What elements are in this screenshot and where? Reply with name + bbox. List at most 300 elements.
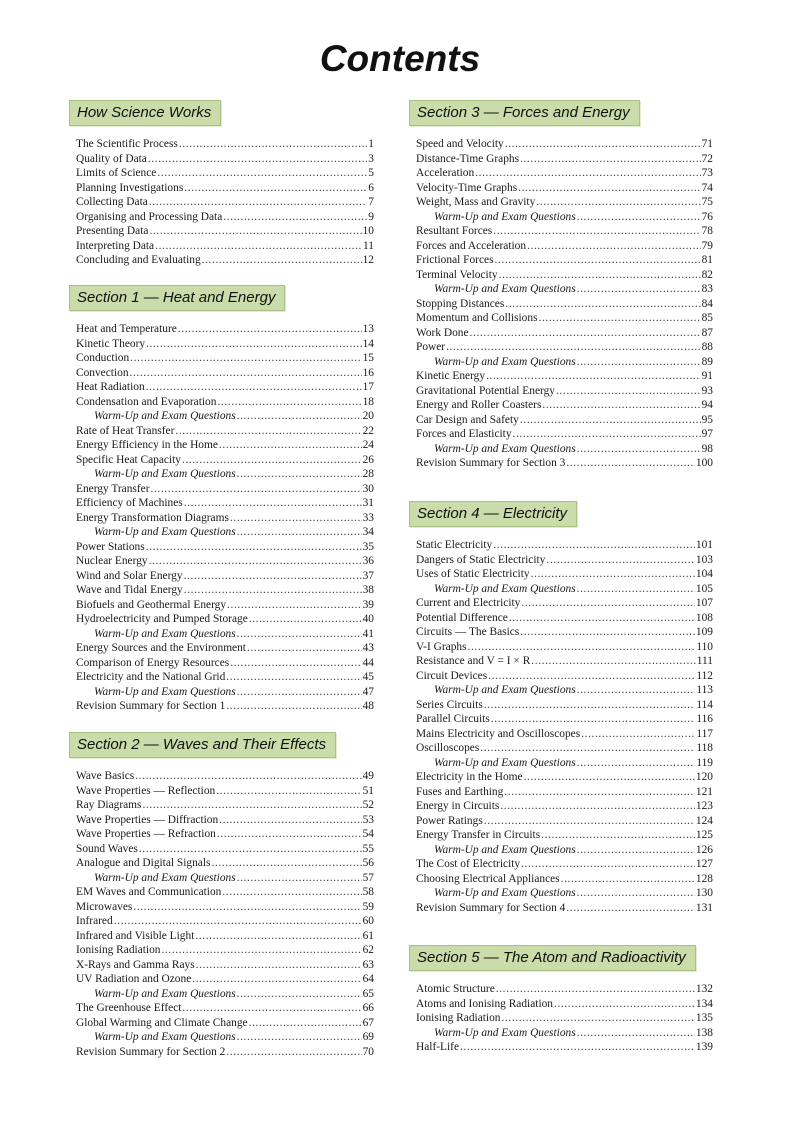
entry-page-number: 111 xyxy=(696,655,713,667)
toc-entry xyxy=(76,210,374,225)
dot-leader xyxy=(151,482,362,497)
toc-entry xyxy=(416,384,713,399)
entry-title: The Greenhouse Effect xyxy=(76,1002,182,1014)
dot-leader xyxy=(520,152,701,167)
dot-leader xyxy=(495,253,701,268)
toc-entry xyxy=(76,699,374,714)
entry-title: Energy Sources and the Environment xyxy=(76,642,246,654)
dot-leader xyxy=(577,582,695,597)
toc-entry xyxy=(76,137,374,152)
entry-title: Energy Transformation Diagrams xyxy=(76,511,229,524)
entry-title: Weight, Mass and Gravity xyxy=(416,196,536,208)
toc-list xyxy=(76,769,374,1059)
entry-page-number: 76 xyxy=(701,210,713,223)
dot-leader xyxy=(230,656,361,671)
entry-page-number: 6 xyxy=(368,181,374,194)
toc-entry-warmup xyxy=(416,1026,713,1041)
section-heading: Section 3 — Forces and Energy xyxy=(409,100,640,126)
dot-leader xyxy=(480,741,695,756)
entry-page-number: 62 xyxy=(362,944,374,956)
entry-page-number: 38 xyxy=(362,584,374,596)
dot-leader xyxy=(237,871,362,886)
entry-title: Wave Basics xyxy=(76,770,135,782)
entry-title: Terminal Velocity xyxy=(416,268,498,281)
entry-page-number: 3 xyxy=(368,152,374,165)
entry-page-number: 5 xyxy=(368,167,374,179)
toc-entry xyxy=(416,596,713,611)
entry-title: Planning Investigations xyxy=(76,181,184,194)
dot-leader xyxy=(196,958,362,973)
entry-title: Microwaves xyxy=(76,900,133,913)
dot-leader xyxy=(505,297,700,312)
entry-title: Quality of Data xyxy=(76,152,147,165)
entry-page-number: 105 xyxy=(695,582,713,595)
dot-leader xyxy=(505,137,701,152)
section-1-heat-and-energy xyxy=(76,285,374,714)
dot-leader xyxy=(149,224,361,239)
entry-page-number: 128 xyxy=(695,872,713,885)
section-heading: Section 4 — Electricity xyxy=(409,501,577,527)
entry-page-number: 119 xyxy=(696,756,713,769)
dot-leader xyxy=(146,540,362,555)
toc-entry xyxy=(76,958,374,973)
toc-entry-warmup xyxy=(416,442,713,457)
entry-title: Ray Diagrams xyxy=(76,799,142,811)
entry-page-number: 26 xyxy=(362,453,374,466)
toc-entry xyxy=(416,712,713,727)
dot-leader xyxy=(531,567,695,582)
dot-leader xyxy=(484,814,695,829)
dot-leader xyxy=(577,756,696,771)
dot-leader xyxy=(175,424,361,439)
toc-entry xyxy=(416,369,713,384)
entry-page-number: 118 xyxy=(696,742,713,754)
dot-leader xyxy=(541,828,695,843)
toc-entry xyxy=(76,798,374,813)
entry-page-number: 60 xyxy=(362,915,374,927)
dot-leader xyxy=(577,210,701,225)
entry-page-number: 84 xyxy=(701,297,713,310)
entry-page-number: 125 xyxy=(695,829,713,841)
toc-list xyxy=(76,137,374,268)
toc-entry xyxy=(416,901,713,916)
entry-page-number: 85 xyxy=(701,312,713,324)
entry-title: Biofuels and Geothermal Energy xyxy=(76,598,227,611)
entry-page-number: 100 xyxy=(695,457,713,469)
entry-title: The Scientific Process xyxy=(76,138,178,150)
section-heading: How Science Works xyxy=(69,100,221,126)
entry-title: Acceleration xyxy=(416,167,475,179)
entry-page-number: 37 xyxy=(362,569,374,582)
page-title: Contents xyxy=(319,38,481,79)
entry-title: Warm-Up and Exam Questions xyxy=(434,1026,576,1039)
toc-entry xyxy=(76,540,374,555)
entry-title: Interpreting Data xyxy=(76,239,155,252)
entry-title: Circuits — The Basics xyxy=(416,626,520,638)
dot-leader xyxy=(581,727,695,742)
entry-page-number: 13 xyxy=(362,323,374,335)
entry-page-number: 16 xyxy=(362,366,374,379)
dot-leader xyxy=(536,195,700,210)
entry-page-number: 114 xyxy=(696,698,713,711)
dot-leader xyxy=(446,340,701,355)
dot-leader xyxy=(219,438,362,453)
dot-leader xyxy=(539,311,701,326)
entry-title: Condensation and Evaporation xyxy=(76,395,217,408)
entry-page-number: 121 xyxy=(695,785,713,798)
dot-leader xyxy=(577,683,696,698)
toc-entry xyxy=(416,297,713,312)
entry-title: Mains Electricity and Oscilloscopes xyxy=(416,727,581,740)
entry-page-number: 138 xyxy=(695,1026,713,1039)
toc-entry xyxy=(416,538,713,553)
entry-title: Static Electricity xyxy=(416,539,493,551)
entry-title: Specific Heat Capacity xyxy=(76,453,182,466)
entry-page-number: 91 xyxy=(701,370,713,382)
entry-title: Energy Efficiency in the Home xyxy=(76,439,218,451)
toc-entry xyxy=(76,769,374,784)
entry-page-number: 55 xyxy=(362,842,374,855)
entry-title: Infrared and Visible Light xyxy=(76,929,195,942)
dot-leader xyxy=(216,784,361,799)
entry-title: Momentum and Collisions xyxy=(416,312,538,324)
entry-title: Current and Electricity xyxy=(416,597,521,609)
toc-entry xyxy=(416,340,713,355)
entry-title: Forces and Acceleration xyxy=(416,239,527,252)
dot-leader xyxy=(521,857,695,872)
dot-leader xyxy=(493,538,695,553)
entry-title: Rate of Heat Transfer xyxy=(76,424,175,437)
dot-leader xyxy=(556,384,701,399)
entry-title: UV Radiation and Ozone xyxy=(76,973,192,985)
toc-entry xyxy=(416,872,713,887)
dot-leader xyxy=(114,914,362,929)
toc-entry-warmup xyxy=(416,282,713,297)
entry-title: Warm-Up and Exam Questions xyxy=(434,355,576,368)
entry-title: Ionising Radiation xyxy=(76,944,161,956)
entry-title: Energy Transfer xyxy=(76,482,150,495)
entry-title: Analogue and Digital Signals xyxy=(76,857,211,869)
toc-entry xyxy=(416,1011,713,1026)
entry-page-number: 61 xyxy=(362,929,374,942)
entry-page-number: 127 xyxy=(695,858,713,870)
toc-entry xyxy=(76,842,374,857)
dot-leader xyxy=(217,395,361,410)
dot-leader xyxy=(226,699,361,714)
entry-title: Warm-Up and Exam Questions xyxy=(94,1031,236,1043)
dot-leader xyxy=(470,326,701,341)
toc-entry xyxy=(76,856,374,871)
entry-page-number: 134 xyxy=(695,997,713,1010)
entry-page-number: 34 xyxy=(362,526,374,538)
dot-leader xyxy=(468,640,696,655)
dot-leader xyxy=(577,355,701,370)
entry-page-number: 18 xyxy=(362,395,374,408)
entry-title: Forces and Elasticity xyxy=(416,428,512,440)
entry-page-number: 112 xyxy=(696,669,713,682)
toc-entry xyxy=(76,166,374,181)
toc-entry-warmup xyxy=(76,525,374,540)
entry-title: Warm-Up and Exam Questions xyxy=(434,843,576,856)
entry-title: Wave Properties — Reflection xyxy=(76,784,216,797)
toc-entry xyxy=(76,813,374,828)
section-how-science-works xyxy=(76,100,374,268)
dot-leader xyxy=(230,511,362,526)
entry-page-number: 30 xyxy=(362,482,374,495)
toc-entry xyxy=(76,827,374,842)
entry-page-number: 28 xyxy=(362,468,374,480)
toc-entry xyxy=(76,253,374,268)
entry-title: Convection xyxy=(76,366,129,379)
entry-title: Electricity in the Home xyxy=(416,771,523,783)
entry-title: Warm-Up and Exam Questions xyxy=(434,887,576,899)
dot-leader xyxy=(149,554,362,569)
dot-leader xyxy=(211,856,361,871)
entry-title: Warm-Up and Exam Questions xyxy=(94,526,236,538)
toc-entry xyxy=(416,799,713,814)
entry-page-number: 116 xyxy=(696,713,713,725)
toc-entry xyxy=(416,166,713,181)
entry-title: Energy and Roller Coasters xyxy=(416,399,542,411)
dot-leader xyxy=(249,612,362,627)
dot-leader xyxy=(149,195,367,210)
entry-title: Warm-Up and Exam Questions xyxy=(94,468,236,480)
toc-entry-warmup xyxy=(416,843,713,858)
entry-title: Warm-Up and Exam Questions xyxy=(94,871,236,884)
dot-leader xyxy=(227,598,362,613)
toc-entry xyxy=(76,511,374,526)
dot-leader xyxy=(513,427,701,442)
entry-title: Infrared xyxy=(76,915,113,927)
entry-page-number: 87 xyxy=(701,326,713,339)
dot-leader xyxy=(542,398,700,413)
entry-page-number: 57 xyxy=(362,871,374,884)
dot-leader xyxy=(561,872,695,887)
dot-leader xyxy=(155,239,362,254)
entry-title: Choosing Electrical Appliances xyxy=(416,872,560,885)
entry-title: Revision Summary for Section 2 xyxy=(76,1045,226,1058)
dot-leader xyxy=(237,525,362,540)
dot-leader xyxy=(546,553,695,568)
dot-leader xyxy=(577,1026,695,1041)
entry-title: Warm-Up and Exam Questions xyxy=(434,210,576,223)
toc-entry xyxy=(416,669,713,684)
entry-title: Warm-Up and Exam Questions xyxy=(434,442,576,455)
dot-leader xyxy=(499,268,701,283)
dot-leader xyxy=(139,842,362,857)
entry-page-number: 132 xyxy=(695,983,713,995)
entry-title: Wave Properties — Refraction xyxy=(76,828,216,840)
toc-list xyxy=(416,538,713,915)
dot-leader xyxy=(184,569,362,584)
dot-leader xyxy=(566,456,695,471)
entry-page-number: 107 xyxy=(695,597,713,609)
dot-leader xyxy=(527,239,701,254)
entry-page-number: 12 xyxy=(362,254,374,266)
entry-title: Organising and Processing Data xyxy=(76,210,223,223)
dot-leader xyxy=(179,137,367,152)
entry-page-number: 139 xyxy=(695,1041,713,1053)
dot-leader xyxy=(184,496,362,511)
dot-leader xyxy=(182,1001,361,1016)
entry-page-number: 101 xyxy=(695,539,713,551)
entry-page-number: 78 xyxy=(701,225,713,237)
toc-entry xyxy=(76,482,374,497)
entry-page-number: 70 xyxy=(362,1045,374,1058)
entry-title: Atoms and Ionising Radiation xyxy=(416,997,553,1010)
entry-page-number: 66 xyxy=(362,1002,374,1014)
entry-page-number: 95 xyxy=(701,413,713,426)
toc-entry xyxy=(76,152,374,167)
entry-title: X-Rays and Gamma Rays xyxy=(76,958,195,971)
entry-page-number: 44 xyxy=(362,656,374,669)
entry-page-number: 72 xyxy=(701,152,713,165)
dot-leader xyxy=(496,982,695,997)
dot-leader xyxy=(488,669,695,684)
entry-title: Heat and Temperature xyxy=(76,323,177,335)
entry-title: Distance-Time Graphs xyxy=(416,152,520,165)
entry-title: Work Done xyxy=(416,326,469,339)
toc-entry-warmup xyxy=(76,685,374,700)
toc-entry xyxy=(416,857,713,872)
toc-entry-warmup xyxy=(416,355,713,370)
entry-page-number: 69 xyxy=(362,1031,374,1043)
entry-page-number: 40 xyxy=(362,613,374,625)
dot-leader xyxy=(202,253,362,268)
entry-page-number: 49 xyxy=(362,770,374,782)
entry-page-number: 11 xyxy=(363,239,374,252)
entry-page-number: 36 xyxy=(362,555,374,567)
toc-entry xyxy=(76,670,374,685)
entry-page-number: 113 xyxy=(696,684,713,696)
entry-page-number: 24 xyxy=(362,439,374,451)
entry-title: Kinetic Theory xyxy=(76,337,146,350)
toc-entry xyxy=(416,785,713,800)
toc-entry-warmup xyxy=(76,409,374,424)
entry-page-number: 17 xyxy=(362,381,374,393)
dot-leader xyxy=(524,770,695,785)
dot-leader xyxy=(577,282,701,297)
toc-entry xyxy=(76,453,374,468)
dot-leader xyxy=(493,224,700,239)
dot-leader xyxy=(237,467,362,482)
entry-page-number: 54 xyxy=(362,828,374,840)
entry-page-number: 83 xyxy=(701,283,713,295)
entry-page-number: 9 xyxy=(368,210,374,223)
toc-entry xyxy=(76,943,374,958)
entry-page-number: 123 xyxy=(695,800,713,812)
toc-entry xyxy=(76,583,374,598)
entry-page-number: 89 xyxy=(701,355,713,368)
entry-title: Warm-Up and Exam Questions xyxy=(94,685,236,698)
toc-entry xyxy=(416,268,713,283)
entry-title: Dangers of Static Electricity xyxy=(416,553,546,566)
dot-leader xyxy=(148,152,367,167)
dot-leader xyxy=(566,901,695,916)
toc-entry xyxy=(76,914,374,929)
toc-entry xyxy=(76,181,374,196)
entry-title: Speed and Velocity xyxy=(416,138,504,150)
entry-page-number: 88 xyxy=(701,341,713,353)
entry-page-number: 124 xyxy=(695,814,713,827)
dot-leader xyxy=(161,943,361,958)
entry-page-number: 79 xyxy=(701,239,713,252)
toc-entry xyxy=(416,456,713,471)
dot-leader xyxy=(146,380,362,395)
toc-entry-warmup xyxy=(76,987,374,1002)
toc-entry xyxy=(76,239,374,254)
entry-title: Atomic Structure xyxy=(416,983,495,995)
dot-leader xyxy=(484,698,696,713)
entry-title: Electricity and the National Grid xyxy=(76,671,226,683)
dot-leader xyxy=(237,1030,362,1045)
dot-leader xyxy=(135,769,361,784)
toc-entry xyxy=(416,224,713,239)
section-2-waves-and-their-effects xyxy=(76,732,374,1059)
toc-entry-warmup xyxy=(76,627,374,642)
entry-page-number: 10 xyxy=(362,225,374,237)
entry-title: Warm-Up and Exam Questions xyxy=(434,582,576,595)
toc-entry-warmup xyxy=(416,886,713,901)
entry-title: Global Warming and Climate Change xyxy=(76,1016,248,1029)
entry-page-number: 75 xyxy=(701,196,713,208)
entry-title: Warm-Up and Exam Questions xyxy=(94,987,236,1000)
entry-page-number: 97 xyxy=(701,428,713,440)
dot-leader xyxy=(531,654,695,669)
entry-page-number: 104 xyxy=(695,568,713,580)
toc-entry xyxy=(76,554,374,569)
toc-entry-warmup xyxy=(416,756,713,771)
dot-leader xyxy=(577,843,695,858)
toc-entry xyxy=(76,337,374,352)
entry-page-number: 15 xyxy=(362,352,374,364)
dot-leader xyxy=(157,166,367,181)
toc-entry xyxy=(416,982,713,997)
dot-leader xyxy=(146,337,362,352)
entry-title: Kinetic Energy xyxy=(416,370,486,382)
dot-leader xyxy=(184,583,362,598)
entry-title: EM Waves and Communication xyxy=(76,886,222,898)
entry-title: Potential Difference xyxy=(416,611,508,624)
toc-entry xyxy=(416,152,713,167)
entry-title: Revision Summary for Section 3 xyxy=(416,457,566,469)
entry-page-number: 74 xyxy=(701,181,713,194)
toc-entry xyxy=(76,900,374,915)
dot-leader xyxy=(142,798,361,813)
entry-page-number: 20 xyxy=(362,410,374,422)
entry-page-number: 1 xyxy=(368,138,374,150)
entry-title: Wave Properties — Diffraction xyxy=(76,813,219,826)
entry-title: Nuclear Energy xyxy=(76,555,148,567)
entry-page-number: 58 xyxy=(362,886,374,898)
dot-leader xyxy=(475,166,700,181)
entry-title: Car Design and Safety xyxy=(416,413,519,426)
toc-entry-warmup xyxy=(76,1030,374,1045)
entry-page-number: 48 xyxy=(362,700,374,712)
entry-page-number: 98 xyxy=(701,442,713,455)
toc-entry xyxy=(76,395,374,410)
section-5-the-atom-and-radioactivity xyxy=(416,945,713,1055)
entry-page-number: 53 xyxy=(362,813,374,826)
entry-page-number: 109 xyxy=(695,626,713,638)
entry-title: Energy Transfer in Circuits xyxy=(416,829,541,841)
toc-entry xyxy=(76,656,374,671)
entry-page-number: 108 xyxy=(695,611,713,624)
toc-entry xyxy=(416,741,713,756)
toc-entry xyxy=(76,438,374,453)
dot-leader xyxy=(500,799,695,814)
entry-title: Series Circuits xyxy=(416,698,483,711)
